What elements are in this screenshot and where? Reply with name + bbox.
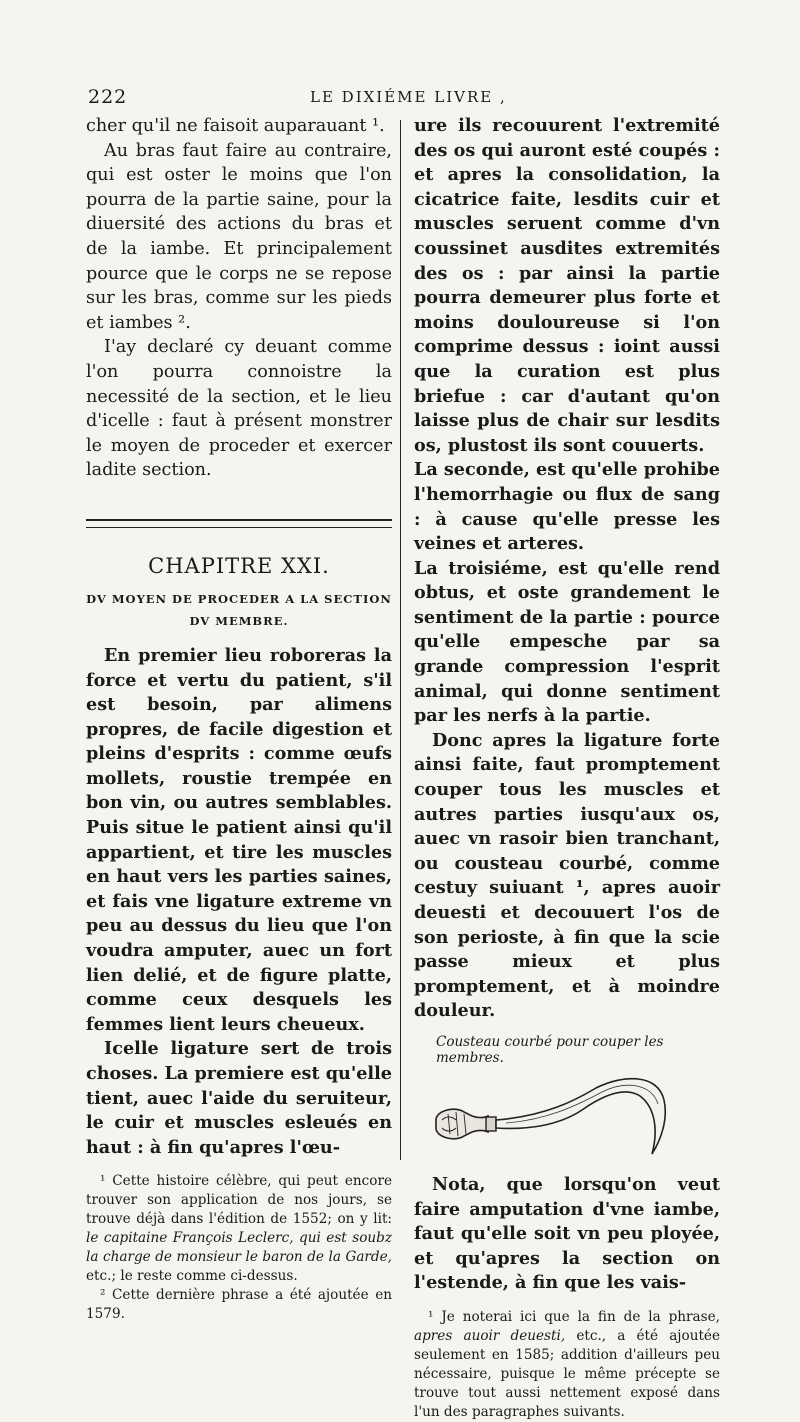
running-head: [88, 86, 712, 110]
footnote-text: ¹ Cette histoire célèbre, qui peut encore trouver son application de nos jours, se trouve déjà dans l'édition de 1552; on y lit:: [86, 1173, 392, 1228]
running-title: LE DIXIÉME LIVRE ,: [310, 88, 507, 106]
paragraph: cher qu'il ne faisoit auparauant ¹.: [86, 116, 385, 136]
chapter-rule: [86, 519, 392, 528]
footnote-italic: le capitaine François Leclerc, qui est soubz la charge de monsieur le baron de la Garde,: [86, 1230, 392, 1266]
paragraph: ure ils recouurent l'extremité des os qui auront esté coupés : et apres la consolidation, la cicatrice faite, lesdits cuir et muscles seruent comme d'vn coussinet ausdites extremités des os : par ainsi la partie pourra demeurer plus forte et moins douloureuse si l'on comprime dessus : ioint aussi que la curation est plus briefue : car d'autant qu'on laisse plus de chair sur lesdits os, plustost ils sont couuerts.: [414, 115, 720, 456]
chapter-title: CHAPITRE XXI.: [148, 553, 330, 578]
paragraph: Icelle ligature sert de trois choses. La premiere est qu'elle tient, auec l'aide du seruiteur, le cuir et muscles esleués en haut : à fin qu'apres l'œu-: [86, 1038, 392, 1158]
footnote-text: etc.; le reste comme ci-dessus.: [86, 1268, 298, 1285]
paragraph: Au bras faut faire au contraire, qui est oster le moins que l'on pourra de la partie saine, pour la diuersité des actions du bras et de la iambe. Et principalement pource que le corps ne se repose sur les bras, comme sur les pieds et iambes ².: [86, 140, 392, 333]
paragraph: I'ay declaré cy deuant comme l'on pourra connoistre la necessité de la section, et le lieu d'icelle : faut à présent monstrer le moyen de proceder et exercer ladite section.: [86, 337, 392, 481]
column-divider: [400, 120, 401, 1160]
footnote: ² Cette dernière phrase a été ajoutée en 1579.: [86, 1287, 392, 1323]
paragraph: La seconde, est qu'elle prohibe l'hemorrhagie ou flux de sang : à cause qu'elle presse les veines et arteres.: [414, 459, 720, 555]
footnote: [86, 1172, 392, 1286]
footnote-text: ¹ Je noterai ici que la fin de la phrase,: [428, 1308, 720, 1325]
paragraph: Nota, que lorsqu'on veut faire amputation d'vne iambe, faut qu'elle soit vn peu ployée, et qu'apres la section on l'estende, à fin que les vais-: [414, 1173, 720, 1294]
right-column: [414, 114, 720, 1422]
page-number: 222: [88, 86, 128, 108]
paragraph: La troisiéme, est qu'elle rend obtus, et oste grandement le sentiment de la partie : pource qu'elle empesche par sa grande compression l'esprit animal, qui donne sentiment par les nerfs à la partie.: [414, 557, 720, 727]
figure: [414, 1034, 720, 1165]
footnote: [414, 1308, 720, 1422]
curved-amputation-knife-icon: [426, 1070, 676, 1165]
footnote-italic: apres auoir deuesti,: [414, 1327, 566, 1344]
paragraph: En premier lieu roboreras la force et vertu du patient, s'il est besoin, par alimens propres, de facile digestion et pleins d'esprits : comme œufs mollets, roustie trempée en bon vin, ou autres semblables. Puis situe le patient ainsi qu'il appartient, et tire les muscles en haut vers les parties saines, et fais vne ligature extreme vn peu au dessus du lieu que l'on voudra amputer, auec un fort lien delié, et de figure platte, comme ceux desquels les femmes lient leurs cheueux.: [86, 644, 392, 1035]
chapter-subtitle-line: DV MEMBRE.: [189, 613, 289, 628]
chapter-subtitle-line: DV MOYEN DE PROCEDER A LA SECTION: [86, 591, 392, 606]
chapter-subtitle: [86, 588, 392, 632]
figure-caption: Cousteau courbé pour couper les membres.: [436, 1033, 664, 1066]
paragraph: Donc apres la ligature forte ainsi faite, faut promptement couper tous les muscles et autres parties iusqu'aux os, auec vn rasoir bien tranchant, ou cousteau courbé, comme cestuy suiuant ¹, apres auoir deuesti et decouuert l'os de son perioste, à fin que la scie passe mieux et plus promptement, et à moindre douleur.: [414, 729, 720, 1022]
left-column: [86, 114, 392, 1324]
footnote-text: etc., a été ajoutée seulement en 1585; addition d'ailleurs peu nécessaire, puisque le même précepte se trouve tout aussi nettement exposé dans l'un des paragraphes suivants.: [414, 1327, 720, 1420]
